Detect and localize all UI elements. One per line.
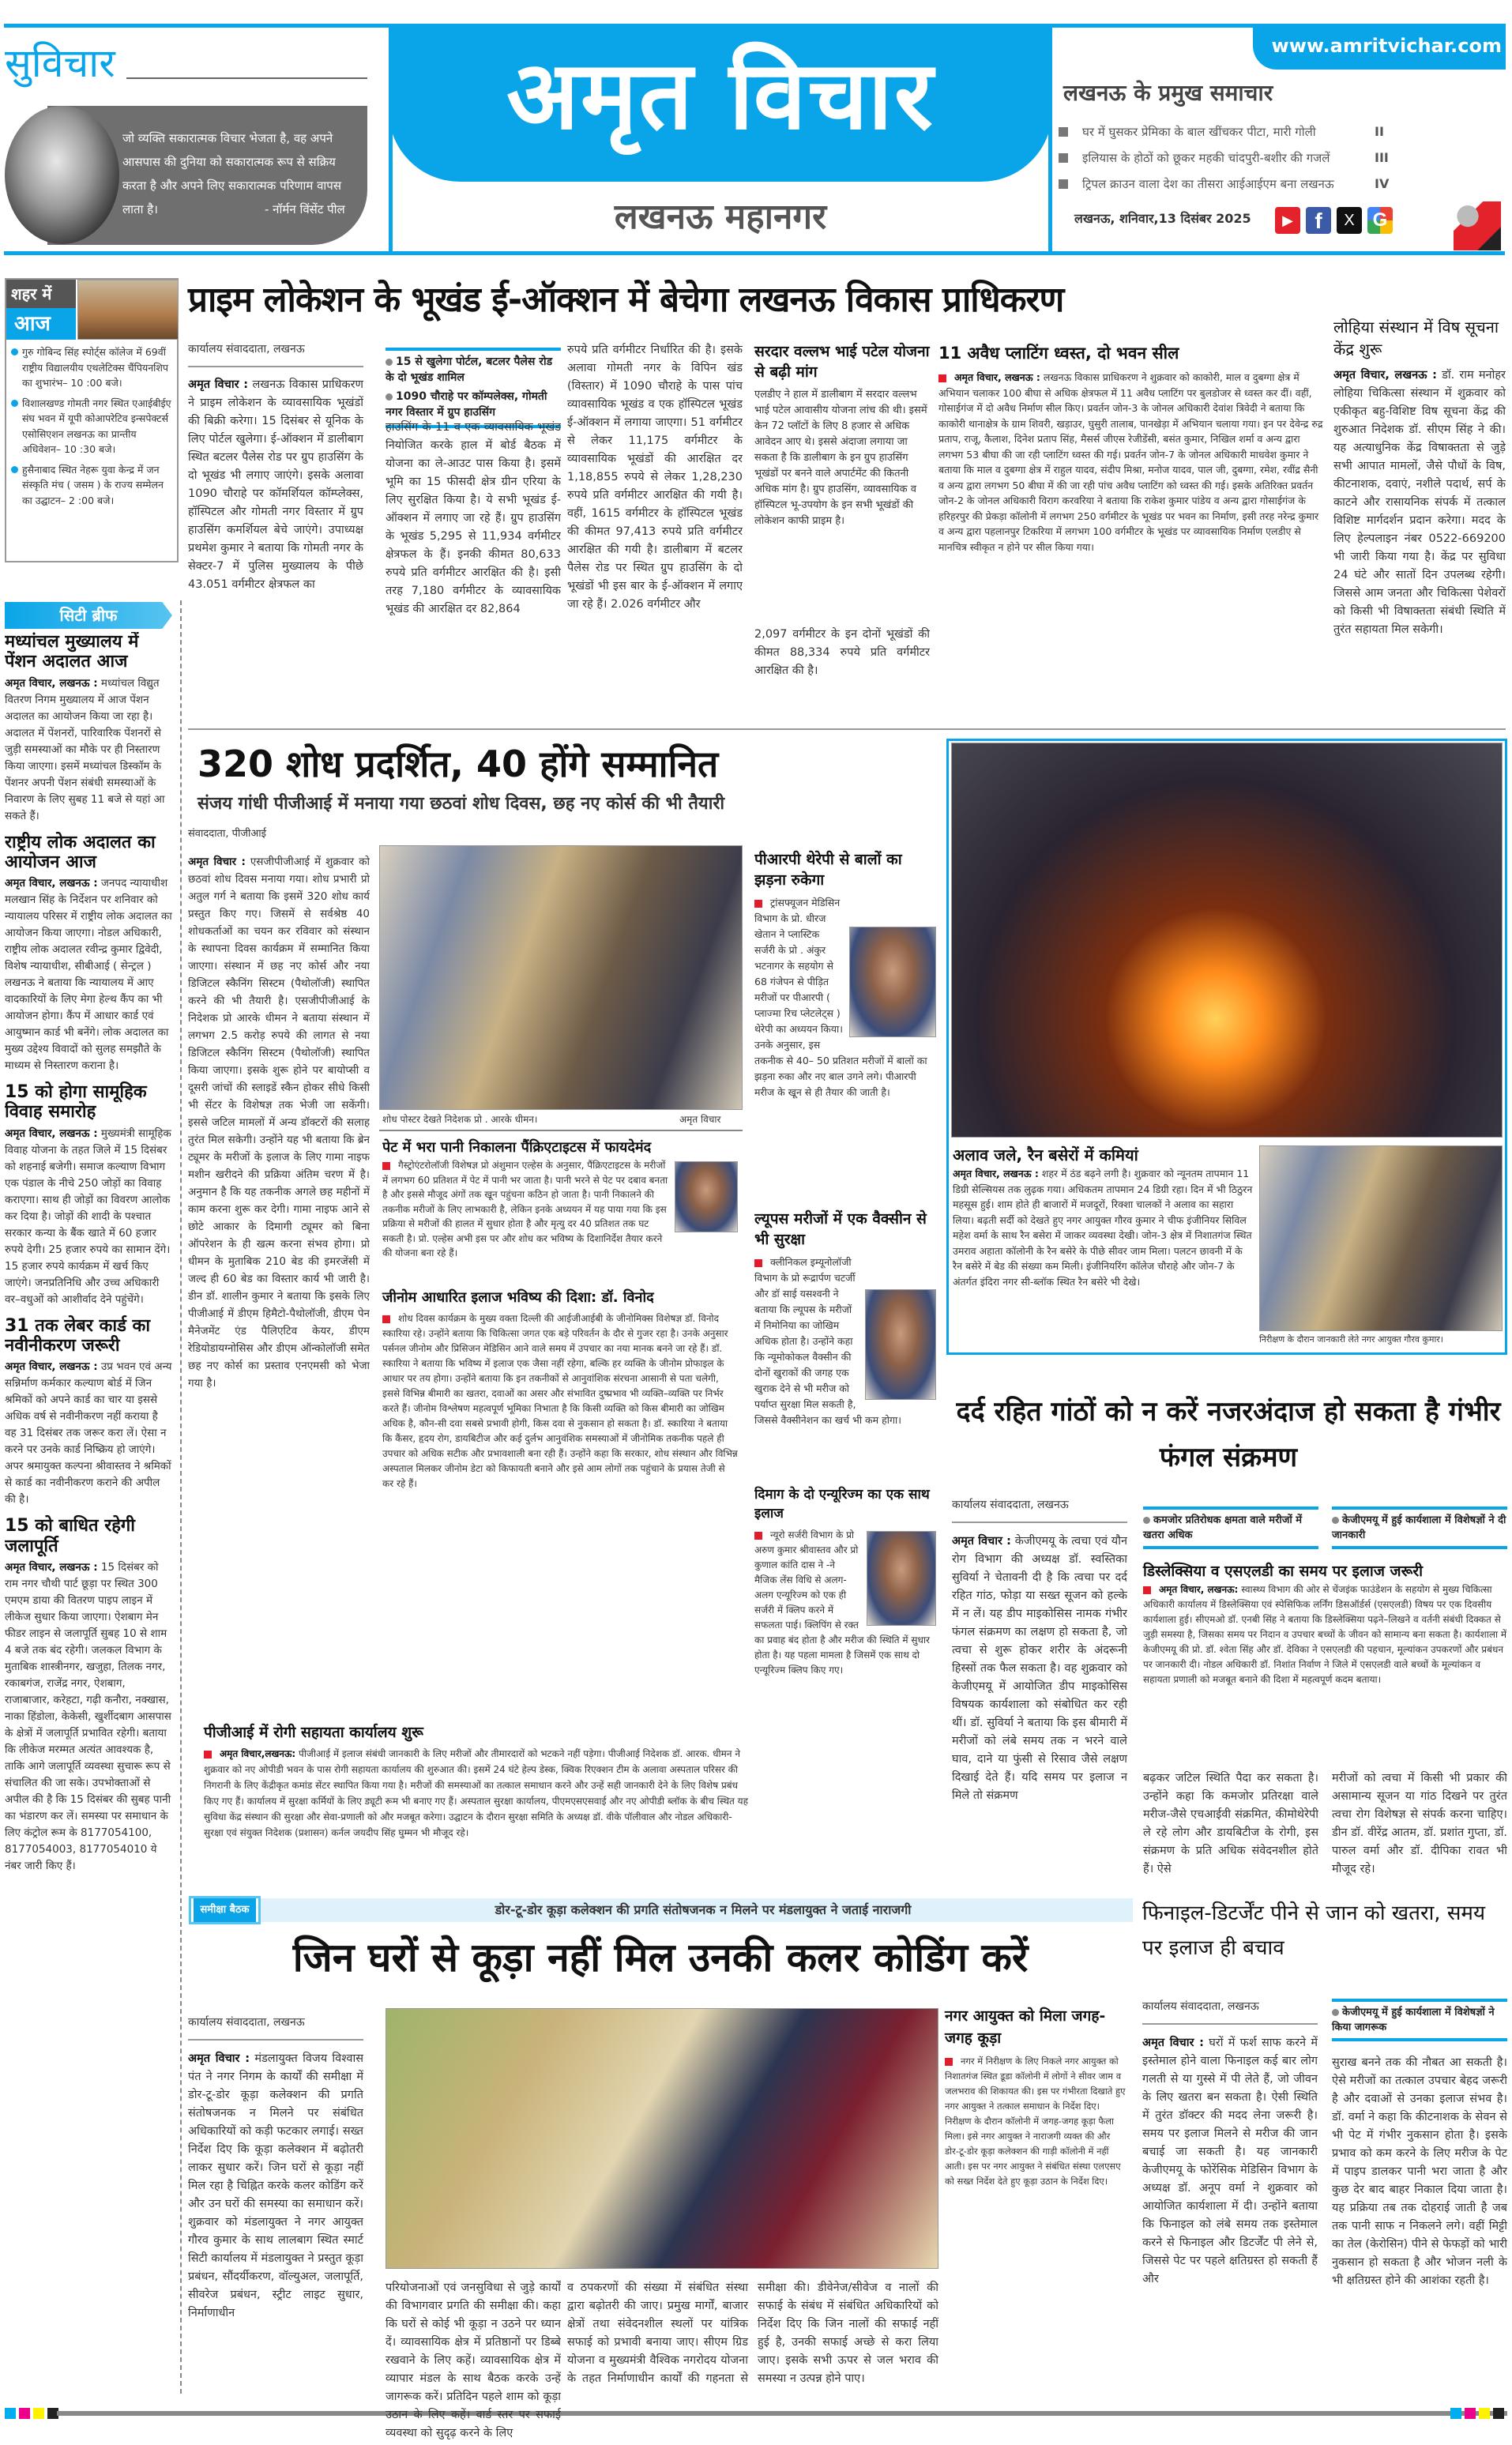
bullet-dot-icon bbox=[386, 359, 393, 366]
phenyl-col1: अमृत विचार : घरों में फर्श साफ करने में इस्तेमाल होने वाला फिनाइल कई बार लोग गलती से या गुस्से में पी लेते हैं, जो जीवन के लिए खतरा बन सकता है। ऐसी स्थिति में तुरंत डॉक्टर की मदद लेना जरूरी है। समय पर इलाज मिलने से मरीज की जान बचाई जा सकती है। यह जानकारी केजीएमयू के फोरेंसिक मेडिसिन विभाग के अध्यक्ष डॉ. अनूप वर्मा ने शुक्रवार को आयोजित कार्यशाला में दी। उन्होंने बताया कि फिनाइल को लंबे समय तक इस्तेमाल करने से फिनाइल और डिटर्जेंट पी लेने से, जिससे पेट पर पहले क्षतिग्रस्त हो सकती हैं और bbox=[1142, 2037, 1318, 2285]
kicker: 15 से खुलेगा पोर्टल, बटलर पैलेस रोड के दो भूखंड शामिल bbox=[386, 355, 553, 384]
aneurysm-title: दिमाग के दो एन्यूरिज्म का एक साथ इलाज bbox=[754, 1487, 930, 1522]
garbage-col2: परियोजनाओं एवं जनसुविधा से जुड़े कार्यों की विभागवार प्रगति की समीक्षा की। कहा कि घरों से कोई भी कूड़ा न उठने पर ध्यान दें। व्यावसायिक क्षेत्र में प्रतिष्ठानों पर डिब्बे रखवाने के लिए कहें। व्यावसायिक क्षेत्र में व्यापार मंडल के साथ बैठक करके उन्हें जागरूक करें। प्रतिदिन पहले शाम को कूड़ा उठान के लिए कहें। वार्ड स्तर पर सफाई व्यवस्था को सुदृढ़ करने के लिए bbox=[386, 2281, 561, 2439]
poster-viewing-photo bbox=[379, 845, 743, 1110]
masthead bbox=[0, 0, 1512, 261]
prp-story: पीआरपी थेरेपी से बालों का झड़ना रुकेगा ट्रांसफ्यूजन मेडिसिन विभाग के प्रो. धीरज खेतान ने प्लास्टिक सर्जरी के प्रो . अंकुर भटनागर के सहयोग से 68 गंजेपन से पीड़ित मरीजों पर पीआरपी ( प्लाज्मा रिच प्लेटलेट्स ) थेरेपी का अध्ययन किया। उनके अनुसार, इस तकनीक से 40– 50 प्रतिशत मरीजों में बालों का झड़ना रुका और नए बाल उगने लगे। पीआरपी मरीज के खून से ही तैयार की जाती है। bbox=[754, 849, 936, 1197]
lda-headline: प्राइम लोकेशन के भूखंड ई-ऑक्शन में बेचेगा लखनऊ विकास प्राधिकरण bbox=[188, 280, 1064, 320]
fungal-col2: बढ़कर जटिल स्थिति पैदा कर सकता है। उन्होंने कहा कि कमजोर प्रतिरक्षा वाले मरीज-जैसे एचआईवी संक्रमित, कीमोथेरेपी ले रहे लोग और डायबिटीज के रोगी, इस संक्रमण के प्रति अधिक संवेदनशील होते हैं। ऐसे bbox=[1143, 1772, 1318, 1875]
yellow-swatch bbox=[33, 2408, 44, 2419]
square-bullet-icon bbox=[754, 1259, 762, 1267]
brief-title: 31 तक लेबर कार्ड का नवीनीकरण जरूरी bbox=[5, 1315, 151, 1356]
square-bullet-icon bbox=[382, 1162, 390, 1170]
bullet-dot-icon bbox=[386, 393, 393, 401]
event-item: गुरु गोबिन्द सिंह स्पोर्ट्स कॉलेज में 69वीं राष्ट्रीय विद्यालयीय एथलेटिक्स चैंपियनशिप का शुभारंभ– 10 :00 बजे। bbox=[11, 344, 175, 391]
bullet-dot-icon bbox=[1332, 2009, 1339, 2016]
square-bullet-icon bbox=[1059, 127, 1068, 137]
photo-caption: शोध पोस्टर देखते निदेशक प्रो . आरके धीमन। bbox=[382, 1114, 538, 1125]
magenta-swatch bbox=[19, 2408, 30, 2419]
edition-label: लखनऊ महानगर bbox=[614, 197, 827, 237]
black-swatch bbox=[1493, 2408, 1504, 2419]
lohia-story: लोहिया संस्थान में विष सूचना केंद्र शुरू अमृत विचार, लखनऊ : डॉ. राम मनोहर लोहिया चिकित्सा संस्थान में शुक्रवार को एकीकृत बहु-विशिष्ट विष सूचना केंद्र की शुरुआत निदेशक डॉ. सीएम सिंह ने की। यह अत्याधुनिक केंद्र विषाक्तता से जुड़े सभी आपात मामलों, जैसे पौधों के विष, कीटनाशक, दवाएं, नशीले पदार्थ, सर्प के काटने और रासायनिक संपर्क में तत्काल विशिष्ट मार्गदर्शन प्रदान करेगा। मदद के लिए हेल्पलाइन नंबर 0522-669200 भी जारी किया गया है। केंद्र पर सुविधा 24 घंटे और सातों दिन उपलब्ध रहेगी। जिससे आम जनता और चिकित्सा पेशेवरों को किसी भी विषाक्तता संबंधी स्थिति में तुरंत सहायता मिल सकेगी। bbox=[1333, 318, 1506, 636]
phenyl-kicker: केजीएमयू में हुई कार्यशाला में विशेषज्ञों ने किया जागरूक bbox=[1332, 1999, 1507, 2041]
city-brief-tab-label: सिटी ब्रीफ bbox=[59, 606, 118, 625]
doctor-portrait bbox=[867, 1531, 936, 1626]
social-icons bbox=[1275, 207, 1393, 234]
top-news-title: लखनऊ के प्रमुख समाचार bbox=[1063, 80, 1273, 106]
square-bullet-icon bbox=[1143, 1586, 1151, 1594]
genome-story: जीनोम आधारित इलाज भविष्य की दिशा: डॉ. विनोद शोध दिवस कार्यक्रम के मुख्य वक्ता दिल्ली की आईजीआईबी के जीनोमिक्स विशेषज्ञ डॉ. विनोद स्कारिया रहे। उन्होंने बताया कि चिकित्सा जगत एक बड़े परिवर्तन के दौर से गुजर रहा है। उनके अनुसार पर्सनल जीनोम और प्रिसिजन मेडिसिन आने वाले समय में उपचार का नया मानक बनने जा रहे हैं। डॉ. स्कारिया ने बताया कि भविष्य में इलाज एक जैसा नहीं रहेगा, बल्कि हर व्यक्ति के जीनोम प्रोफाइल के आधार पर तय होगा। उन्होंने बताया कि इन तकनीकों से आनुवांशिक संरचना आसानी से पता चलेगी, इससे विभिन्न बीमारी का खतरा, दवाओं का असर और संभावित दुष्प्रभाव भी व्यक्ति–व्यक्ति पर निर्भर करते हैं। जीनोम विश्लेषण महत्वपूर्ण भूमिका निभाता है कि किसी व्यक्ति को किस बीमारी का जोखिम अधिक है, कौन-सी दवा सबसे प्रभावी होगी, किस दवा से नुकसान हो सकता है। डॉ. स्कारिया ने बताया कि कैंसर, हृदय रोग, डायबिटीज और कई दुर्लभ आनुवंशिक समस्याओं में जीनोमिक तकनीक पहले ही उपचार को अधिक सटीक और प्रभावशाली बना रही हैं। उन्होंने कहा कि सरकार, शोध संस्थान और विभिन्न अस्पताल मिलकर जीनोम डेटा को किफायती बनाने और इसे आम लोगों तक पहुंचाने के प्रयास तेजी से कर रहे हैं। bbox=[382, 1289, 738, 1489]
prp-title: पीआरपी थेरेपी से बालों का झड़ना रुकेगा bbox=[754, 851, 902, 889]
bullet-dot-icon bbox=[11, 348, 18, 355]
bullet-dot-icon bbox=[1143, 1517, 1150, 1524]
pancreatitis-story: पेट में भरा पानी निकालना पैंक्रिएटाइटस में फायदेमंद गैस्ट्रोएंटरोलॉजी विशेषज्ञ प्रो अंशुमान एल्हेस के अनुसार, पैंक्रिएटाइटस के मरीजों में लगभग 60 प्रतिशत में पेट में पानी भर जाता है। पानी भरने से पेट पर दबाव बनता है और इससे मौजूद अंगों तक खून पहुंचना कठिन हो जाता है। पानी निकालने की तकनीक मरीजों के लिए लाभकारी है, लेकिन इनके अध्ययन में यह पाया गया कि इस प्रक्रिया से मरीजों की हालत में सुधार होता है और मृत्यु दर 40 प्रतिशत तक घट सकती है। प्रो. एल्हेस अभी इस पर और शोध कर भविष्य के दिशानिर्देश तैयार करने की योजना बना रहे हैं। bbox=[382, 1138, 738, 1280]
garbage-side-title: नगर आयुक्त को मिला जगह-जगह कूड़ा bbox=[945, 2007, 1106, 2047]
section-divider bbox=[188, 728, 1506, 730]
helpdesk-title: पीजीआई में रोगी सहायता कार्यालय शुरू bbox=[204, 1724, 423, 1741]
kicker: 1090 चौराहे पर कॉम्पलेक्स, गोमती नगर विस्तार में ग्रुप हाउसिंग bbox=[386, 390, 547, 419]
square-bullet-icon bbox=[204, 1751, 212, 1759]
event-item: विशालखण्ड गोमती नगर स्थित एआईबीईए संघ भवन में यूपी कोआपरेटिव इन्सपेक्टर्स एसोसिएशन लखनऊ का प्रान्तीय अधिवेशन– 10 :30 बजे। bbox=[11, 396, 175, 457]
sld-title: डिस्लेक्सिया व एसएलडी का समय पर इलाज जरूरी bbox=[1143, 1563, 1424, 1580]
brief-story: 31 तक लेबर कार्ड का नवीनीकरण जरूरी अमृत विचार, लखनऊ : उप्र भवन एवं अन्य सन्निर्माण कर्मकार कल्याण बोर्ड में जिन श्रमिकों को अपने कार्ड का चार या इससे अधिक वर्ष से नवीनीकरण नहीं कराया है वह 31 दिसंबर तक जरूर करा लें। ऐसा न करने पर उनके कार्ड निष्क्रिय हो जाएंगे। अपर श्रमायुक्त कल्पना श्रीवास्तव ने श्रमिकों से कार्ड का नवीनीकरण कराने की अपील की है। bbox=[5, 1315, 172, 1506]
doctor-portrait bbox=[865, 1289, 936, 1400]
genome-title: जीनोम आधारित इलाज भविष्य की दिशा: डॉ. विनोद bbox=[382, 1289, 654, 1306]
garbage-tag: समीक्षा बैठक bbox=[191, 1898, 258, 1922]
lupus-story: ल्यूपस मरीजों में एक वैक्सीन से भी सुरक्षा क्लीनिकल इम्यूनोलॉजी विभाग के प्रो रूद्रार्पण चटर्जी और डॉ साई यसश्वनी ने बताया कि ल्यूपस के मरीजों में निमोनिया का जोखिम अधिक होता है। उन्होंने कहा कि न्यूमोकोकल वैक्सीन की दोनों खुराकों की जगह एक खुराक देने से भी मरीज को पर्याप्त सुरक्षा मिल सकती है, जिससे वैक्सीनेशन का खर्च भी कम होगा। bbox=[754, 1209, 936, 1477]
review-meeting-photo bbox=[386, 2008, 938, 2269]
brief-title: 15 को बाधित रहेगी जलापूर्ति bbox=[5, 1516, 135, 1556]
garbage-headline: जिन घरों से कूड़ा नहीं मिल उनकी कलर कोडिंग करें bbox=[292, 1935, 1029, 1980]
patel-scheme-title: सरदार वल्लभ भाई पटेल योजना से बढ़ी मांग bbox=[754, 343, 930, 381]
pgi-headline: 320 शोध प्रदर्शित, 40 होंगे सम्मानित bbox=[197, 743, 719, 785]
lupus-title: ल्यूपस मरीजों में एक वैक्सीन से भी सुरक्षा bbox=[754, 1210, 927, 1248]
microphone-icon bbox=[1454, 201, 1501, 250]
brief-story: राष्ट्रीय लोक अदालत का आयोजन आज अमृत विचार, लखनऊ : जनपद न्यायाधीश मलखान सिंह के निर्देशन पर शनिवार को न्यायालय परिसर में राष्ट्रीय लोक अदालत का आयोजन किया जाएगा। नोडल अधिकारी, राष्ट्रीय लोक अदालत रवीन्द्र कुमार द्विवेदी, विशेष न्यायाधीश, सीबीआई ( सेन्ट्रल ) लखनऊ ने बताया कि न्यायालय में आए वादकारियों के लिए मेगा हेल्थ कैंप का भी आयोजन होगा। कैंप में आधार कार्ड एवं आयुष्मान कार्ड भी बनेंगे। लोक अदालत का मुख्य उद्देश्य विवादों को सुलह समझौते के माध्यम से निस्तारण कराना है। bbox=[5, 832, 172, 1073]
garbage-col1: अमृत विचार : मंडलायुक्त विजय विश्वास पंत ने नगर निगम के कार्यों की समीक्षा में डोर-टू-डोर कूड़ा कलेक्शन की प्रगति संतोषजनक न मिलने पर संबंधित अधिकारियों को कड़ी फटकार लगाई। सख्त निर्देश दिए कि कूड़ा कलेक्शन में बढ़ोतरी लाकर सुधार करें। जिन घरों से कूड़ा नहीं मिल रहा है चिह्नित करके कलर कोडिंग करें और उन घरों की समस्या का समाधान करें। शुक्रवार को मंडलायुक्त ने नगर आयुक्त गौरव कुमार के साथ लालबाग स्थित स्मार्ट सिटी कार्यालय में मंडलायुक्त ने प्रस्तुत कूड़ा प्रबंधन, सौंदर्यीकरण, वॉल्युअल, जलापूर्ति, सीवरेज प्रबंधन, स्ट्रीट लाइट सुधार, निर्माणाधीन bbox=[188, 2052, 363, 2319]
fungal-kicker-2: केजीएमयू में हुई कार्यशाला में विशेषज्ञों ने दी जानकारी bbox=[1332, 1506, 1507, 1549]
color-registration-marks bbox=[5, 2408, 58, 2419]
city-today-box bbox=[5, 278, 179, 562]
cyan-swatch bbox=[1450, 2408, 1461, 2419]
top-news-item[interactable]: घर में घुसकर प्रेमिका के बाल खींचकर पीटा, मारी गोली II bbox=[1059, 118, 1406, 145]
brief-title: राष्ट्रीय लोक अदालत का आयोजन आज bbox=[5, 832, 156, 872]
bullet-dot-icon bbox=[11, 466, 18, 473]
column-divider bbox=[180, 600, 182, 2394]
rumi-darwaza-image bbox=[77, 280, 179, 340]
plotting-title: 11 अवैध प्लाटिंग ध्वस्त, दो भवन सील bbox=[938, 344, 1179, 363]
top-news-item[interactable]: इलियास के होठों को छूकर महकी चांदपुरी-बशीर की गजलें III bbox=[1059, 145, 1406, 171]
fungal-byline: कार्यालय संवाददाता, लखनऊ bbox=[952, 1497, 1127, 1523]
dateline: लखनऊ, शनिवार,13 दिसंबर 2025 bbox=[1074, 211, 1251, 226]
brief-story: मध्यांचल मुख्यालय में पेंशन अदालत आज अमृत विचार, लखनऊ : मध्यांचल विद्युत वितरण निगम मुख्यालय में आज पेंशन अदालत का आयोजन किया जा रहा है। अदालत में पेंशनरों, पारिवारिक पेंशनरों से जुड़ी समस्याओं का मौके पर ही निस्तारण किया जाएगा। इसमें मध्यांचल डिस्कॉम के पेंशनर अपनी पेंशन संबंधी समस्याओं के निवारण के लिए सुबह 11 बजे से यहां आ सकते हैं। bbox=[5, 632, 172, 825]
lda-col1: अमृत विचार : लखनऊ विकास प्राधिकरण ने प्राइम लोकेशन के व्यावसायिक भूखंडों की बिक्री करेगा। 15 दिसंबर से यूनिक के लिए पोर्टल खुलेगा। ई-ऑक्शन में डालीबाग स्थित बटलर पैलेस रोड पर ग्रुप हाउसिंग के दो भूखंड भी लगाए जाएंगे। इसके अलावा 1090 चौराहे पर कॉमर्शियल कॉम्प्लेक्स, हॉस्पिटल और गोमती नगर विस्तार में ग्रुप हाउसिंग कमर्शियल बेचे जाएंगे। उपाध्यक्ष प्रथमेश कुमार ने बताया कि गोमती नगर के सेक्टर-7 में पुलिस मुख्यालय के पीछे 43.051 वर्गमीटर क्षेत्रफल का bbox=[188, 378, 363, 591]
bullet-dot-icon bbox=[11, 400, 18, 407]
lda-col4: सरदार वल्लभ भाई पटेल योजना से बढ़ी मांग एलडीए ने हाल में डालीबाग में सरदार वल्लभ भाई पटेल आवासीय योजना लांच की थी। इसमें केन 72 प्लॉटों के लिए 8 हजार से अधिक आवेदन आए थे। इससे अंदाजा लगाया जा सकता है कि डालीबाग के इन ग्रुप हाउसिंग भूखंडों पर बनने वाले अपार्टमेंट की कितनी अधिक मांग है। ग्रुप हाउसिंग, व्यावसायिक व हॉस्पिटल भू-उपयोग के इन सभी भूखंडों की लोकेशन काफी प्राइम है। 2,097 वर्गमीटर के इन दोनों भूखंडों की कीमत 88,334 रुपये प्रति वर्गमीटर आरक्षित की है। bbox=[754, 343, 930, 677]
garbage-side-story: नगर आयुक्त को मिला जगह-जगह कूड़ा नगर में निरीक्षण के लिए निकले नगर आयुक्त को निशातगंज स्थित डूडा कॉलोनी में लोगों ने सीवर जाम व जलभराव की शिकायत की। इस पर गंभीरता दिखाते हुए नगर आयुक्त ने तत्काल समाधान के निर्देश दिए। निरीक्षण के दौरान कॉलोनी में जगह-जगह कूड़ा फैला मिला। इसे नगर आयुक्त ने नाराजगी व्यक्त की और डोर-टू-डोर कूड़ा कलेक्शन की गाड़ी कॉलोनी में नहीं आती। इस पर नगर आयुक्त ने संबंधित संस्था एलएसए को सख्त निर्देश देते हुए कूड़ा उठान के निर्देश दिए। bbox=[945, 2005, 1126, 2398]
lda-col2: हाउसिंग के 11 व एक व्यावसायिक भूखंड नियोजित करके हाल में बोर्ड बैठक में योजना का ले-आउट पास किया है। इसमें भूमि का 15 फीसदी क्षेत्र ग्रीन एरिया के लिए सुरक्षित किया है। ये सभी भूखंड ई-ऑक्शन में लगाए जा रहे हैं। ग्रुप हाउसिंग के भूखंड 5,295 से 11,934 वर्गमीटर क्षेत्रफल के हैं। इनकी कीमत 80,633 रुपये प्रति वर्गमीटर आरक्षित की है। इसी तरह 7,180 वर्गमीटर के व्यावसायिक भूखंड की आरक्षित दर 82,864 bbox=[386, 421, 561, 615]
lohia-title: लोहिया संस्थान में विष सूचना केंद्र शुरू bbox=[1333, 318, 1499, 359]
bullet-dot-icon bbox=[1332, 1517, 1339, 1524]
youtube-icon[interactable]: ▶ bbox=[1275, 207, 1300, 234]
brief-title: 15 को होगा सामूहिक विवाह समारोह bbox=[5, 1082, 147, 1123]
phenyl-headline: फिनाइल-डिटर्जेंट पीने से जान को खतरा, समय पर इलाज ही बचाव bbox=[1142, 1901, 1486, 1960]
phenyl-col2: सुराख बनने तक की नौबत आ सकती है। ऐसे मरीजों का तत्काल उपचार बेहद जरूरी है और दवाओं से उनका इलाज संभव है। डॉ. वर्मा ने कहा कि कीटनाशक के सेवन से भी पेट में गंभीर नुकसान होता है। इसके प्रभाव को कम करने के लिए मरीज के पेट में पाइप डालकर पानी भरा जाता है और कुछ देर बाद बाहर निकाल दिया जाता है। यह प्रक्रिया तब तक दोहराई जाती है जब तक पानी साफ न निकलने लगे। वहीं मिट्टी का तेल (केरोसिन) पीने से फेफड़ों को भारी नुकसान हो सकता है और भोजन नली के भी क्षतिग्रस्त होने की आशंका रहती है। bbox=[1332, 2056, 1507, 2287]
night-shelter-text: अलाव जले, रैन बसेरों में कमियां अमृत विचार, लखनऊ : शहर में ठंड बढ़ने लगी है। शुक्रवार को न्यूनतम तापमान 11 डिग्री सेल्सियस तक लुढ़क गया। अधिकतम तापमान 24 डिग्री रहा। दिन में भी ठिठुरन महसूस हुई। शाम होते ही बाजारों में मजदूरों, रिक्शा चालकों ने अलाव का सहारा लिया। बढ़ती सर्दी को देखते हुए नगर आयुक्त गौरव कुमार ने चीफ इंजीनियर सिविल महेश वर्मा के साथ रैन बसेरा में जाकर व्यवस्था देखी। जोन-3 क्षेत्र में निशातगंज स्थित उमराव अहाता कॉलोनी के रैन बसेरे के पीछे सीवर जाम मिला। पलटन छावनी में के रैन बसेरे में बेड की संख्या कम मिली। इंजीनियरिंग कॉलेज चौराहे और जोन-7 के अंतर्गत इंदिरा नगर सी-ब्लॉक स्थित रैन बसेरे भी देखे। bbox=[953, 1145, 1253, 1288]
brief-story: 15 को बाधित रहेगी जलापूर्ति अमृत विचार, लखनऊ : 15 दिसंबर को राम नगर चौथी पार्ट छूड़ा पर स्थित 300 एमएम डाया की वितरण पाइप लाइन में लीकेज सुधार किया जाएगा। ऐशबाग मेन फीडर लाइन से जलापूर्ति सुबह 10 से शाम 4 बजे तक बंद रहेगी। जलकल विभाग के मुताबिक शास्त्रीनगर, खजुहा, तिलक नगर, रकाबगंज, राजेंद्र नगर, ऐशबाग, राजाबाजार, करेहटा, गढ़ी कनौरा, नक्खास, नाका हिंडोला, केकेसी, खुर्शीदबाग आसपास के क्षेत्रों में जलापूर्ति प्रभावित रहेगी। बताया कि लीकेज मरम्मत अत्यंत आवश्यक है, ताकि आगे जलापूर्ति व्यवस्था सुचारू रूप से संचालित की जा सके। उपभोक्ताओं से अपील की है कि 15 दिसंबर की सुबह पानी का भंडारण कर लें। समस्या पर समाधान के लिए कंट्रोल रूम के 8177054100, 8177054003, 8177054010 ये नंबर जारी किए हैं। bbox=[5, 1516, 171, 1872]
doctor-portrait bbox=[849, 927, 936, 1037]
logo: अमृत विचार bbox=[506, 41, 935, 151]
pgi-col1: अमृत विचार : एसजीपीजीआई में शुक्रवार को छठवां शोध दिवस मनाया गया। शोध प्रभारी प्रो अतुल गर्ग ने बताया कि इसमें 320 शोध कार्य प्रस्तुत किए गए। जिसमें से सर्वश्रेष्ठ 40 शोधकर्ताओं का चयन कर रविवार को संस्थान के स्थापना दिवस कार्यक्रम में सम्मानित किया जाएगा। संस्थान में छह नए कोर्स और नया डिजिटल स्कैनिंग सिस्टम (पैथोलॉजी) स्थापित करने की भी तैयारी है। एसजीपीजीआई के निदेशक प्रो आरके धीमन ने बताया संस्थान में लगभग 2.5 करोड़ रुपये की लागत से नया डिजिटल स्कैनिंग सिस्टम (पैथोलॉजी) स्थापित किया जाएगा। इसके शुरू होने पर बायोप्सी व दूसरी जांचों की स्लाइडें स्कैन होकर सीधे किसी भी सेंटर के विशेषज्ञ तक भेजी जा सकेंगी। इससे जटिल मामलों में अन्य डॉक्टरों की सलाह तुरंत मिल सकेगी। उन्होंने यह भी बताया कि ब्रेन ट्यूमर के मरीजों के इलाज के लिए गामा नाइफ मशीन खरीदने की प्रक्रिया अंतिम चरण में है। अनुमान है कि यह तकनीक अगले छह महीनों में काम करना शुरू कर देगी। गामा नाइफ आने से छोटे आकार के दिमागी ट्यूमर को बिना ऑपरेशन के ही खत्म करना संभव होगा। प्रो धीमन के मुताबिक 210 बेड की इमरजेंसी में जल्द ही 60 बेड का विस्तार कार्य भी जारी है। डीन डॉ. शालीन कुमार ने बताया कि इसके लिए पीजीआई में डीएम हिमैटो-पैथोलॉजी, डीएम पेन मैनेजमेंट एंड पैलिएटिव केयर, डीएम रेडियोडायग्नोसिस और डीएम ऑन्कोलॉजी समेत छह नए कोर्स का प्रस्ताव एनएमसी को भेजा गया है। bbox=[188, 856, 370, 1390]
city-today-list bbox=[11, 344, 175, 508]
square-bullet-icon bbox=[1059, 179, 1068, 189]
garbage-col3: व ठपकरणों की संख्या में संबंधित संस्था द्वारा बढ़ोतरी की जाए। प्रमुख मार्गों, बाजार क्षेत्रों तथा संवेदनशील स्थलों पर यांत्रिक सफाई को प्रभावी बनाया जाए। सीएम ग्रिड योजना व मुख्यमंत्री वैश्विक नगरोदय योजना के तहत निर्माणाधीन कार्यों की गहनता से समीक्षा की। डीवेनेज/सीवेज व नालों की सफाई के संबंध में संबंधित अधिकारियों को निर्देश दिए कि जिन नालों की सफाई नहीं हुई है, उनकी सफाई अच्छे से करा लिया जाए। इसके सभी ऊपर से जल भराव की समस्या न उत्पन्न होने पाए। bbox=[567, 2281, 938, 2385]
square-bullet-icon bbox=[754, 1532, 762, 1540]
yellow-swatch bbox=[1479, 2408, 1490, 2419]
phenyl-byline: कार्यालय संवाददाता, लखनऊ bbox=[1142, 1999, 1318, 2025]
brief-story: 15 को होगा सामूहिक विवाह समारोह अमृत विचार, लखनऊ : मुख्यमंत्री सामूहिक विवाह योजना के तहत जिले में 15 दिसंबर को शहनाई बजेगी। समाज कल्याण विभाग एक पंडाल के नीचे 250 जोड़ों का विवाह कराएगा। साथ ही जोड़ों का विवरण आलोक कर दिया है। जोड़ों की शादी के पश्चात सरकार कन्या के बैंक खाते में 60 हजार रुपये देगी। 25 हजार रुपये का सामान देंगे। 15 हजार रुपये कार्यक्रम में खर्च किए जाएंगे। जनप्रतिनिधि और उच्च अधिकारी वर–वधुओं को आशीर्वाद देने पहुंचेंगे। bbox=[5, 1082, 171, 1306]
fungal-col3: मरीजों को त्वचा में किसी भी प्रकार की असामान्य सूजन या गांठ दिखने पर तुरंत त्वचा रोग विशेषज्ञ से संपर्क करना चाहिए। डीन डॉ. वीरेंद्र आतम, डॉ. प्रशांत गुप्ता, डॉ. पारुल वर्मा और डॉ. दीपिका रावत भी मौजूद रहे। bbox=[1332, 1772, 1507, 1875]
suvichar-rule bbox=[126, 77, 367, 79]
pgi-subheadline: संजय गांधी पीजीआई में मनाया गया छठवां शोध दिवस, छह नए कोर्स की भी तैयारी bbox=[197, 794, 725, 814]
lda-byline: कार्यालय संवाददाता, लखनऊ bbox=[188, 341, 363, 367]
lda-col3: रुपये प्रति वर्गमीटर निर्धारित की है। इसके अलावा गोमती नगर के विपिन खंड (विस्तार) में 1090 चौराहे के पास पांच व्यावसायिक भूखंड व एक हॉस्पिटल भूखंड ई-ऑक्शन में लगाया जाएगा। 51 वर्गमीटर से लेकर 11,175 वर्गमीटर के व्यावसायिक भूखंडों की आरक्षित दर 1,18,855 रुपये से लेकर 1,28,230 रुपये प्रति वर्गमीटर आरक्षित की गयी है। वहीं, 1615 वर्गमीटर के हॉस्पिटल भूखंड की कीमत 97,413 रुपये प्रति वर्गमीटर आरक्षित की गयी है। डालीबाग में बटलर पैलेस रोड पर स्थित ग्रुप हाउसिंग के दो भूखंडों भी इस बार के ई-ऑक्शन में लगाए जा रहे हैं। 2.026 वर्गमीटर और bbox=[567, 344, 743, 611]
brief-title: मध्यांचल मुख्यालय में पेंशन अदालत आज bbox=[5, 632, 139, 672]
fungal-col1: अमृत विचार : केजीएमयू के त्वचा एवं यौन रोग विभाग की अध्यक्ष डॉ. स्वस्तिका सुविर्या ने चेतावनी दी है कि त्वचा पर दर्द रहित गांठ, फोड़ा या सख्त सूजन को हल्के में न लें। यह डीप माइकोसिस नामक गंभीर फंगल संक्रमण का लक्षण हो सकता है, जो त्वचा से शुरू होकर शरीर के अंदरूनी हिस्सों तक फैल सकता है। वह शुक्रवार को केजीएमयू में आयोजित डीप माइकोसिस विषयक कार्यशाला को संबोधित कर रही थीं। डॉ. सुविर्या ने बताया कि इस बीमारी में मरीजों को लंबे समय तक न भरने वाले घाव, दाने या फुंसी से रिसाव जैसे लक्षण दिखाई देते हैं। यदि समय पर इलाज न मिले तो संक्रमण bbox=[952, 1535, 1127, 1802]
top-news-item[interactable]: ट्रिपल क्राउन वाला देश का तीसरा आईआईएम बना लखनऊ IV bbox=[1059, 171, 1406, 197]
sld-story: डिस्लेक्सिया व एसएलडी का समय पर इलाज जरूरी अमृत विचार, लखनऊ: स्वास्थ्य विभाग की ओर से चेंजइंक फाउंडेशन के सहयोग से मुख्य चिकित्सा अधिकारी कार्यालय में डिस्लेक्सिया एवं स्पेसिफिक लर्निंग डिसऑर्डर्स (एसएलडी) विषय पर एक दिवसीय कार्यशाला हुई। सीएमओ डॉ. एनबी सिंह ने बताया कि डिस्लेक्सिया पढ़ने–लिखने व वर्तनी संबंधी दिक्कत से जुड़ी समस्या है, जिसका समय पर निदान व उपचार बच्चों के जीवन को सामान्य बना सकता है। कार्यशाला में केजीएमयू की प्रो. डॉ. श्वेता सिंह और डॉ. देविका ने एसएलडी की पहचान, मूल्यांकन उपकरणों और प्रबंधन पर जानकारी दी। नोडल अधिकारी डॉ. निशांत निर्वाण ने जिले में एसएलडी वाले बच्चों के मूल्यांकन व सहायता प्रणाली को मजबूत बनाने की दिशा में महत्वपूर्ण कदम बताया। bbox=[1143, 1560, 1507, 1762]
google-icon[interactable]: G bbox=[1367, 207, 1393, 234]
caption-rule bbox=[379, 1130, 743, 1131]
color-registration-marks-right bbox=[1450, 2408, 1504, 2419]
website-link[interactable]: www.amritvichar.com bbox=[1271, 35, 1502, 57]
doctor-portrait bbox=[675, 1161, 738, 1232]
aneurysm-story: दिमाग के दो एन्यूरिज्म का एक साथ इलाज न्यूरो सर्जरी विभाग के प्रो अरुण कुमार श्रीवास्तव और प्रो कुणाल कांति दास ने -ने मैजिक लेंस विधि से अलग-अलग एन्यूरिज्म को एक ही सर्जरी में क्लिप करने में सफलता पाई। क्लिपिंग से रक्त का प्रवाह बंद होता है और मरीज की स्थिति में सुधार होता है। यह पहला मामला है जिसमें एक साथ दो एन्यूरिज्म क्लिप किए गए। bbox=[754, 1485, 936, 1722]
city-brief-column bbox=[5, 632, 172, 2394]
fungal-kicker-1: कमजोर प्रतिरोधक क्षमता वाले मरीजों में खतरा अधिक bbox=[1143, 1506, 1318, 1549]
city-today-title-bottom: आज bbox=[6, 308, 76, 340]
bottom-rule bbox=[57, 2411, 1507, 2416]
garbage-byline: कार्यालय संवाददाता, लखनऊ bbox=[188, 2014, 363, 2041]
pgi-byline: संवाददाता, पीजीआई bbox=[188, 828, 267, 840]
facebook-icon[interactable]: f bbox=[1306, 207, 1331, 234]
lda-kicker-box bbox=[386, 348, 561, 428]
top-news-list bbox=[1059, 118, 1406, 197]
inspection-photo bbox=[1259, 1145, 1503, 1331]
square-bullet-icon bbox=[1059, 153, 1068, 163]
pancreatitis-title: पेट में भरा पानी निकालना पैंक्रिएटाइटस में फायदेमंद bbox=[382, 1139, 652, 1156]
plotting-story: 11 अवैध प्लाटिंग ध्वस्त, दो भवन सील अमृत विचार, लखनऊ : लखनऊ विकास प्राधिकरण ने शुक्रवार को काकोरी, माल व दुबग्गा क्षेत्र में अभियान चलाकर 100 बीघा से अधिक क्षेत्रफल में 11 अवैध प्लाटिंग पर बुलडोजर से ध्वस्त कर दीं। वहीं, गोसाईगंज में दो अवैध निर्माण सील किए। प्रवर्तन जोन-3 के जोनल अधिकारी देवांश त्रिवेदी ने बताया कि काकोरी थानाक्षेत्र के ग्राम शिवरी, खड़ाउर, घुसुरी तालाब, पानखेड़ा में अभियान चलाया गया। इन पर देवेन्द्र रुद्र प्रताप, राजू, कैलाश, दिनेश प्रताप सिंह, मैसर्स जीएस रेजीडेंसी, बसंत कुमार, निखिल शर्मा व अन्य द्वारा लगभग 53 बीघा की जा रही प्लाटिंग ध्वस्त की गई। प्रवर्तन जोन-7 के जोनल अधिकारी माधवेश कुमार ने बताया कि माल व दुबग्गा क्षेत्र में राहुल यादव, संदीप मिश्रा, मनोज यादव, पाल जी, दुबग्गा, रमेश, रवींद्र सैनी व अन्य द्वारा लगभग 50 बीघा में की जा रही पांच अवैध प्लाटिंग को ध्वस्त की गई। इसके अतिरिक्त प्रवर्तन जोन-2 के जोनल अधिकारी विराग करवरिया ने बताया कि राकेश कुमार पांडेय व अन्य द्वारा गोसाईगंज के हरिहरपुर की प्रेकड़ा कॉलोनी में लगभग 250 वर्गमीटर के भूखंड पर भवन का निर्माण, इसी तरह नरेन्द्र कुमार व अन्य द्वारा पहलानपुर टिकरिया में लगभग 100 वर्गमीटर के भूखंड पर व्यावसायिक निर्माण एलडीए से मानचित्र स्वीकृत न होने पर सील किया गया। bbox=[938, 341, 1326, 724]
photo-credit: अमृत विचार bbox=[679, 1114, 721, 1125]
quote-text: जो व्यक्ति सकारात्मक विचार भेजता है, वह अपने आसपास की दुनिया को सकारात्मक रूप से सक्रिय करता है और अपने लिए सकारात्मक परिणाम वापस लाता है। bbox=[122, 131, 341, 216]
night-shelter-title: अलाव जले, रैन बसेरों में कमियां bbox=[953, 1145, 1138, 1164]
event-item: हुसैनाबाद स्थित नेहरू युवा केन्द्र में जन संस्कृति मंच ( जसम ) के राज्य सम्मेलन का उद्घाटन– 2 :00 बजे। bbox=[11, 462, 175, 509]
square-bullet-icon bbox=[938, 374, 946, 382]
author-portrait bbox=[5, 106, 119, 244]
bonfire-photo bbox=[951, 743, 1503, 1138]
x-icon[interactable]: X bbox=[1337, 207, 1362, 234]
helpdesk-story: पीजीआई में रोगी सहायता कार्यालय शुरू अमृत विचार,लखनऊ: पीजीआई में इलाज संबंधी जानकारी के लिए मरीजों और तीमारदारों को भटकने नहीं पड़ेगा। पीजीआई निदेशक डॉ. आरक. धीमन ने शुक्रवार को नए ओपीडी भवन के पास रोगी सहायता कार्यालय की शुरुआत की। इसमें 24 घंटे हेल्प डेस्क, क्विक रिएक्शन टीम के अलावा अस्पताल परिसर की निगरानी के लिए केंद्रीकृत कमांड सेंटर स्थापित किया गया है। मरीजों की समस्याओं का तत्काल समाधान करने और उन्हें सही जानकारी देने के लिए विशेष प्रबंध किए गए हैं। कार्यालय में सुरक्षा कर्मियों के लिए ड्यूटी रूम भी बनाए गए हैं। अस्पताल सुरक्षा कार्यालय, पीएमएसएसवाई और नए ओपीडी ब्लॉक के बीच स्थित यह सुविधा केंद्र संस्थान की सुरक्षा और सेवा-प्रणाली को और मजबूत करेगा। उद्घाटन के दौरान सुरक्षा समिति के अध्यक्ष डॉ. वीके पॉलीवाल और नोडल अधिकारी- सुरक्षा एवं संयुक्त निदेशक (प्रशासन) कर्नल जयदीप सिंह घुम्मन भी मौजूद रहे। bbox=[188, 1722, 749, 1884]
suvichar-title: सुविचार bbox=[5, 40, 115, 86]
cyan-swatch bbox=[5, 2408, 16, 2419]
fungal-headline: दर्द रहित गांठों को न करें नजरअंदाज हो सकता है गंभीर फंगल संक्रमण bbox=[956, 1396, 1501, 1473]
city-today-title-top: शहर में bbox=[6, 280, 76, 308]
quote-author: - नॉर्मन विंसेंट पील bbox=[265, 197, 345, 221]
square-bullet-icon bbox=[945, 2058, 953, 2066]
magenta-swatch bbox=[1465, 2408, 1476, 2419]
garbage-strap: डोर-टू-डोर कूड़ा कलेक्शन की प्रगति संतोषजनक न मिलने पर मंडलायुक्त ने जताई नाराजगी bbox=[495, 1902, 912, 1917]
inspection-caption: निरीक्षण के दौरान जानकारी लेते नगर आयुक्त गौरव कुमार। bbox=[1259, 1334, 1443, 1345]
square-bullet-icon bbox=[754, 900, 762, 908]
square-bullet-icon bbox=[382, 1315, 390, 1323]
